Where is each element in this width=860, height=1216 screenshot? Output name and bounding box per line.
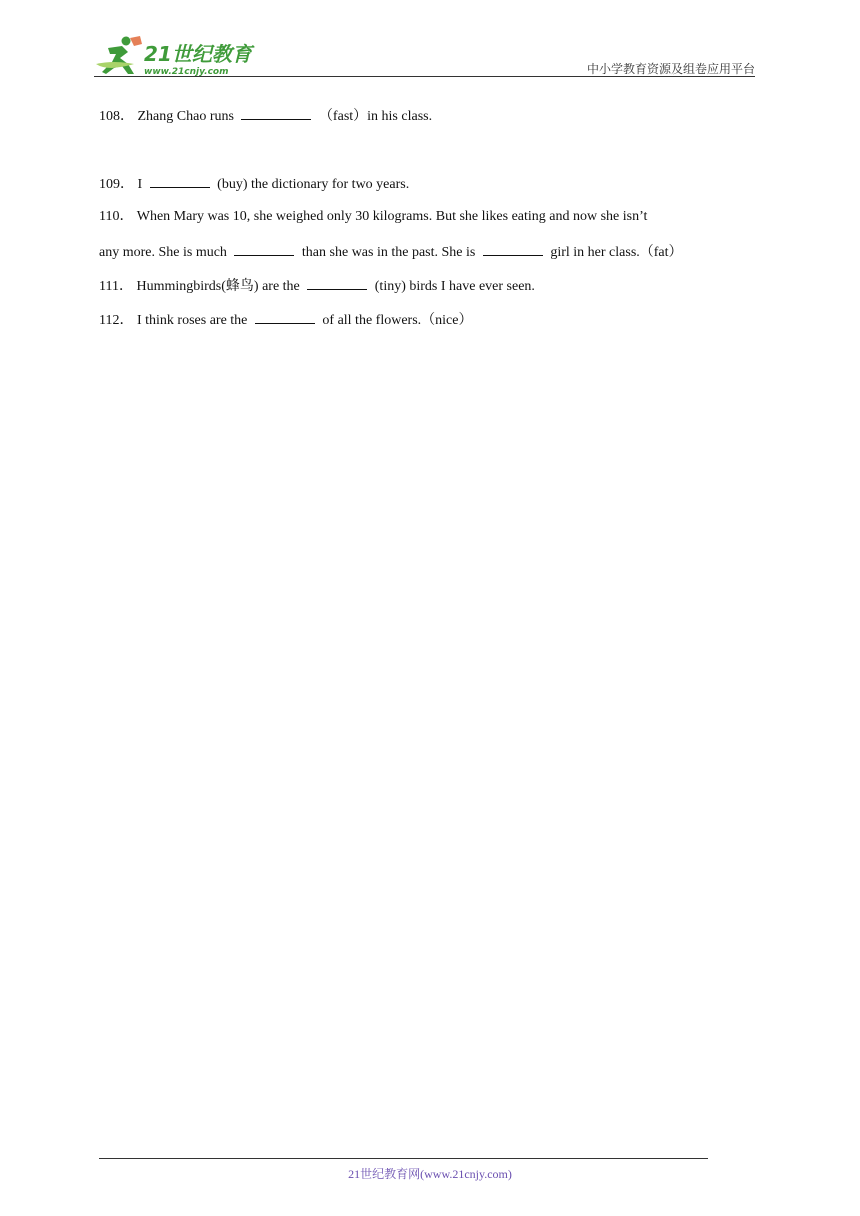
question-text: I <box>137 177 143 192</box>
question-text: Hummingbirds(蜂鸟) are the <box>136 279 300 294</box>
answer-blank[interactable] <box>307 275 367 290</box>
question-108 <box>99 105 432 127</box>
question-text: (buy) the dictionary for two years. <box>217 177 410 192</box>
question-110-line2 <box>99 241 683 263</box>
runner-logo-icon <box>94 34 256 78</box>
answer-blank[interactable] <box>241 105 311 120</box>
footer-divider <box>99 1158 708 1159</box>
header-divider <box>94 76 755 77</box>
footer-link[interactable]: 21世纪教育网(www.21cnjy.com) <box>348 1167 512 1181</box>
answer-blank[interactable] <box>150 173 210 188</box>
question-text: When Mary was 10, she weighed only 30 kilograms. But she likes eating and now she isn’t <box>136 209 648 224</box>
question-text: any more. She is much <box>99 245 227 260</box>
question-number: 112． <box>99 313 134 328</box>
question-number: 108． <box>99 109 134 124</box>
svg-text:21世纪教育: 21世纪教育 <box>144 42 252 66</box>
question-number: 109． <box>99 177 134 192</box>
question-111 <box>99 275 535 297</box>
svg-text:www.21cnjy.com: www.21cnjy.com <box>144 67 229 77</box>
answer-blank[interactable] <box>255 309 315 324</box>
answer-blank[interactable] <box>483 241 543 256</box>
question-text: of all the flowers.（nice） <box>322 313 473 328</box>
question-text: girl in her class.（fat） <box>550 245 683 260</box>
question-number: 110． <box>99 209 134 224</box>
question-110 <box>99 207 647 227</box>
question-text: (tiny) birds I have ever seen. <box>374 279 535 294</box>
answer-blank[interactable] <box>234 241 294 256</box>
logo <box>94 34 256 78</box>
question-text: Zhang Chao runs <box>137 109 234 124</box>
question-text: I think roses are the <box>136 313 248 328</box>
question-109 <box>99 173 409 195</box>
question-112 <box>99 309 472 331</box>
platform-title: 中小学教育资源及组卷应用平台 <box>586 62 755 76</box>
question-number: 111． <box>99 279 133 294</box>
page-header <box>0 0 860 80</box>
question-text: （fast）in his class. <box>318 109 433 124</box>
question-text: than she was in the past. She is <box>301 245 476 260</box>
